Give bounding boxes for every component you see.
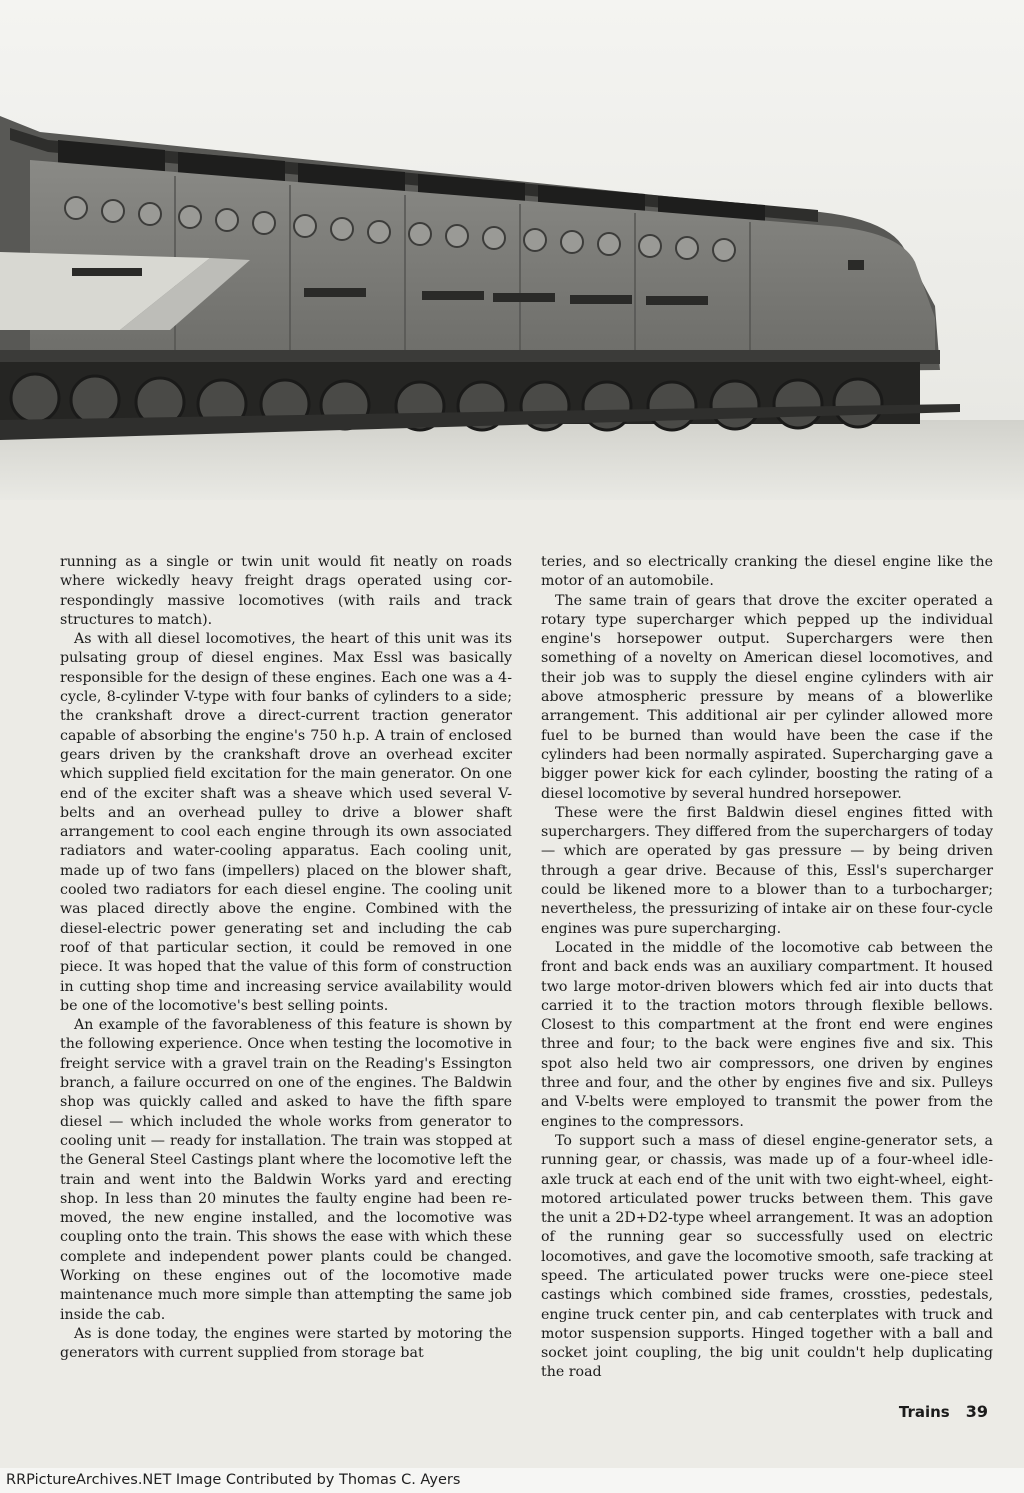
page-footer [899,1402,988,1421]
locomotive-photo [0,0,1024,500]
paragraph: Located in the middle of the locomotive cab between the front and back ends was an auxiliary compartment. It housed two large motor-driven blowers which fed air into ducts that carried it to the traction motors through flexible bellows. Closest to this compartment at the front end were engines three and four; to the back were engines five and six. This spot also held two air compressors, one driven by engines three and four, and the other by engines five and six. Pulleys and V-belts were employed to transmit the power from the engines to the compressors. [541,939,993,1130]
page-number: 39 [965,1402,988,1421]
paragraph: These were the first Baldwin diesel engines fitted with superchargers. They differed from the superchargers of today — which are operated by gas pressure — by being driven through a gear drive. Because of this, Essl's supercharger could be likened more to a blower than to a turbocharger; nevertheless, the pressurizing of intake air on these four-cycle engines was pure supercharging. [541,804,993,937]
article-column-right [541,553,993,1383]
image-credit: RRPictureArchives.NET Image Contributed by Thomas C. Ayers [0,1468,1024,1493]
paragraph: teries, and so electrically cranking the diesel engine like the motor of an automobile. [541,554,993,590]
article-column-left [60,553,512,1363]
paragraph: An example of the favorableness of this feature is shown by the following experience. Once when testing the locomotive in freight service with a gravel train on the Reading's Essington branch, a failure occurred on one of the engines. The Baldwin shop was quickly called and asked to have the fifth spare diesel — which included the whole works from generator to cooling unit — ready for installation. The train was stopped at the General Steel Castings plant where the locomotive left the train and went into the Baldwin Works yard and erecting shop. In less than 20 minutes the faulty engine had been removed, the new engine installed, and the locomotive was coupling onto the train. This shows the ease with which these complete and independent power plants could be changed. Working on these engines out of the locomotive made maintenance much more simple than attempting the same job inside the cab. [60,1017,512,1323]
magazine-name: Trains [898,1403,950,1421]
paragraph: The same train of gears that drove the exciter operated a rotary type supercharger which pepped up the individual engine's horsepower output. Superchargers were then something of a novelty on American diesel locomotives, and their job was to supply the diesel engine cylinders with air above atmospheric pressure by means of a blowerlike arrangement. This additional air per cylinder allowed more fuel to be burned than would have been the case if the cylinders had been normally aspirated. Supercharging gave a bigger power kick for each cylinder, boosting the rating of a diesel locomotive by several hundred horsepower. [541,592,993,802]
paragraph: To support such a mass of diesel engine-generator sets, a running gear, or chassis, was made up of a four-wheel idle-axle truck at each end of the unit with two eight-wheel, eight-motored articulated power trucks between them. This gave the unit a 2D+D2-type wheel arrangement. It was an adoption of the running gear so successfully used on electric locomotives, and gave the locomotive smooth, safe tracking at speed. The articulated power trucks were one-piece steel castings which combined side frames, crossties, pedestals, engine truck center pin, and cab centerplates with truck and motor suspension supports. Hinged together with a ball and socket joint coupling, the big unit couldn't help duplicating the road [541,1132,993,1381]
paragraph: As is done today, the engines were started by motoring the generators with current supplied from storage bat [60,1325,512,1362]
paragraph: As with all diesel locomotives, the heart of this unit was its pulsating group of diesel engines. Max Essl was basically responsible for the design of these engines. Each one was a 4-cycle, 8-cylinder V-type with four banks of cylinders to a side; the crankshaft drove a direct-current traction generator capable of absorbing the engine's 750 h.p. A train of enclosed gears driven by the crankshaft drove an overhead exciter which supplied field excitation for the main generator. On one end of the exciter shaft was a sheave which used several V-belts and an overhead pulley to drive a blower shaft arrangement to cool each engine through its own associated radiators and water-cooling apparatus. Each cooling unit, made up of two fans (impellers) placed on the blower shaft, cooled two radiators for each diesel engine. The cooling unit was placed directly above the engine. Combined with the diesel-electric power generating set and including the cab roof of that particular section, it could be removed in one piece. It was hoped that the value of this form of construction in cutting shop time and increasing service availability would be one of the locomotive's best selling points. [60,631,512,1014]
paragraph: running as a single or twin unit would fit neatly on roads where wickedly heavy freight drags operated using correspondingly massive locomotives (with rails and track structures to match). [60,554,512,628]
